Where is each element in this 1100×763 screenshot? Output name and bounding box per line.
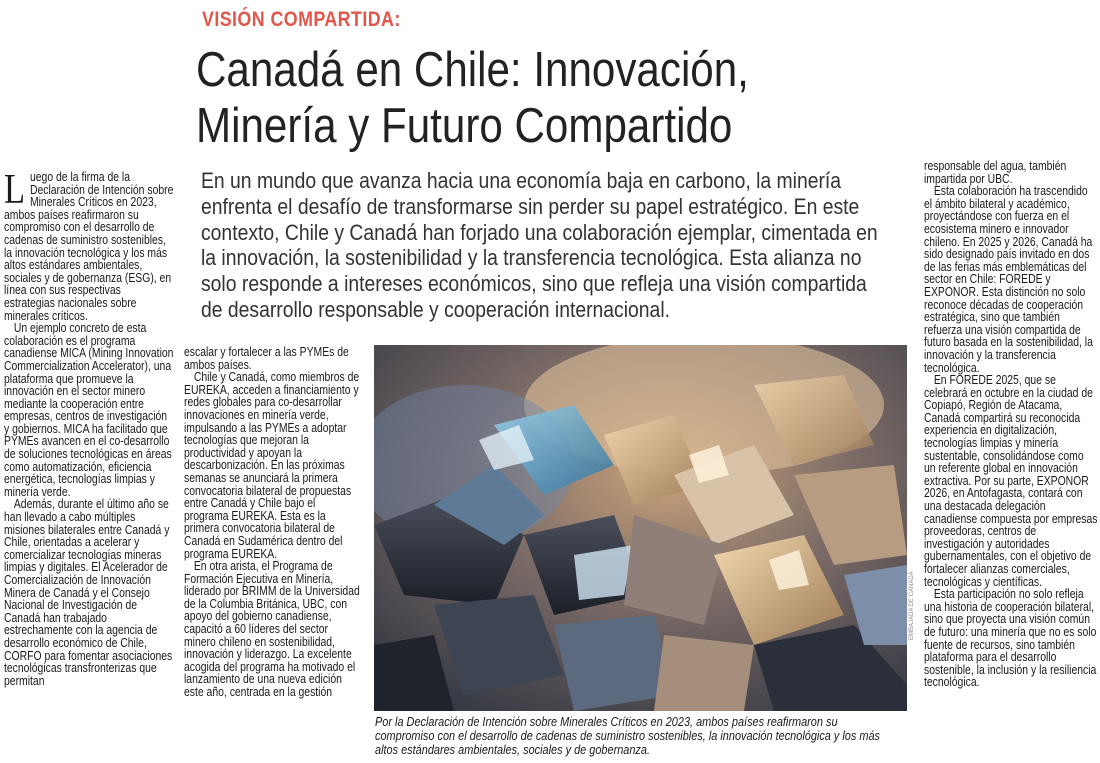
body-paragraph: Un ejemplo concreto de esta colaboración es el programa canadiense MICA (Mining Innovation Commercialization Accelerator), una plataforma que promueve la innovación en el sector minero mediante la cooperación entre empresas, centros de investigación y gobiernos. MICA ha facilitado que PYMEs avancen en el co-desarrollo de soluciones tecnológicas en áreas como automatización, eficiencia energética, tecnologías limpias y minería verde. [4, 321, 174, 499]
lede-paragraph: En un mundo que avanza hacia una economía baja en carbono, la minería enfrenta el desafío de transformarse sin perder su papel estratégico. En este contexto, Chile y Canadá han forjado una colaboración ejemplar, cimentada en la innovación, la sostenibilidad y la transferencia tecnológica. Esta alianza no solo responde a intereses económicos, sino que refleja una visión compartida de desarrollo responsable y cooperación internacional. [201, 168, 878, 322]
mineral-crystals-illustration [374, 345, 907, 711]
photo-caption: Por la Declaración de Intención sobre Minerales Críticos en 2023, ambos países reafirmaron su compromiso con el desarrollo de cadenas de suministro sostenibles, la innovación tecnológica y los más altos estándares ambientales, sociales y de gobernanza. [375, 714, 881, 757]
drop-cap: L [4, 167, 26, 213]
body-paragraph: Luego de la firma de la Declaración de Intención sobre Minerales Críticos en 2023, ambos países reafirmaron su compromiso con el desarrollo de cadenas de suministro sostenibles, la innovación tecnológica y los más altos estándares ambientales, sociales y de gobernanza (ESG), en línea con sus respectivas estrategias nacionales sobre minerales críticos. [4, 167, 174, 323]
body-paragraph: Además, durante el último año se han llevado a cabo múltiples misiones bilaterales entre Canadá y Chile, orientadas a acelerar y comercializar tecnologías mineras limpias y digitales. El Acelerador de Comercialización de Innovación Minera de Canadá y el Consejo Nacional de Investigación de Canadá han trabajado estrechamente con la agencia de desarrollo económico de Chile, CORFO para fomentar asociaciones tecnológicas transfronterizas que permitan [4, 497, 173, 688]
headline [196, 42, 815, 154]
body-paragraph: En otra arista, el Programa de Formación Ejecutiva en Minería, liderado por BRIMM de la Universidad de la Columbia Británica, UBC, con apoyo del gobierno canadiense, capacitó a 60 líderes del sector minero chileno en sostenibilidad, innovación y liderazgo. La excelente acogida del programa ha motivado el lanzamiento de una nueva edición este año, centrada en la gestión [184, 559, 360, 700]
article-column-2 [184, 346, 360, 699]
headline-line-1: Canadá en Chile: Innovación, [196, 43, 749, 97]
article-column-1 [4, 167, 175, 688]
headline-line-2: Minería y Futuro Compartido [196, 99, 733, 153]
body-paragraph: Esta participación no solo refleja una historia de cooperación bilateral, sino que proyecta una visión común de futuro: una minería que no es solo fuente de recursos, sino también plataforma para el desarrollo sostenible, la inclusión y la resiliencia tecnológica. [924, 587, 1097, 690]
article-column-3 [924, 160, 1098, 689]
mineral-photo [374, 345, 907, 711]
section-label: VISIÓN COMPARTIDA: [202, 8, 401, 31]
body-paragraph: escalar y fortalecer a las PYMEs de ambos países. [184, 345, 349, 372]
photo-credit: EMBAJADA DE CANADÁ [909, 571, 915, 640]
body-paragraph: responsable del agua, también impartida por UBC. [924, 159, 1067, 186]
body-paragraph: Chile y Canadá, como miembros de EUREKA, acceden a financiamiento y redes globales para co-desarrollar innovaciones en minería verde, impulsando a las PYMEs a adoptar tecnologías que mejoran la productividad y apoyan la descarbonización. En las próximas semanas se anunciará la primera convocatoria bilateral de propuestas entre Canadá y Chile bajo el programa EUREKA. Esta es la primera convocatoria bilateral de Canadá en Sudamérica dentro del programa EUREKA. [184, 370, 360, 561]
body-paragraph: En FOREDE 2025, que se celebrará en octubre en la ciudad de Copiapó, Región de Atacama, Canadá compartirá su reconocida experiencia en digitalización, tecnologías limpias y minería sustentable, consolidándose como un referente global en innovación extractiva. Por su parte, EXPONOR 2026, en Antofagasta, contará con una destacada delegación canadiense compuesta por empresas proveedoras, centros de investigación y autoridades gubernamentales, con el objetivo de fortalecer alianzas comerciales, tecnológicas y científicas. [924, 373, 1098, 589]
body-paragraph: Esta colaboración ha trascendido el ámbito bilateral y académico, proyectándose con fuerza en el ecosistema minero e innovador chileno. En 2025 y 2026, Canadá ha sido designado país invitado en dos de las ferias más emblemáticas del sector en Chile: FOREDE y EXPONOR. Esta distinción no solo reconoce décadas de cooperación estratégica, sino que también refuerza una visión compartida de futuro basada en la sostenibilidad, la innovación y la transferencia tecnológica. [924, 184, 1093, 375]
